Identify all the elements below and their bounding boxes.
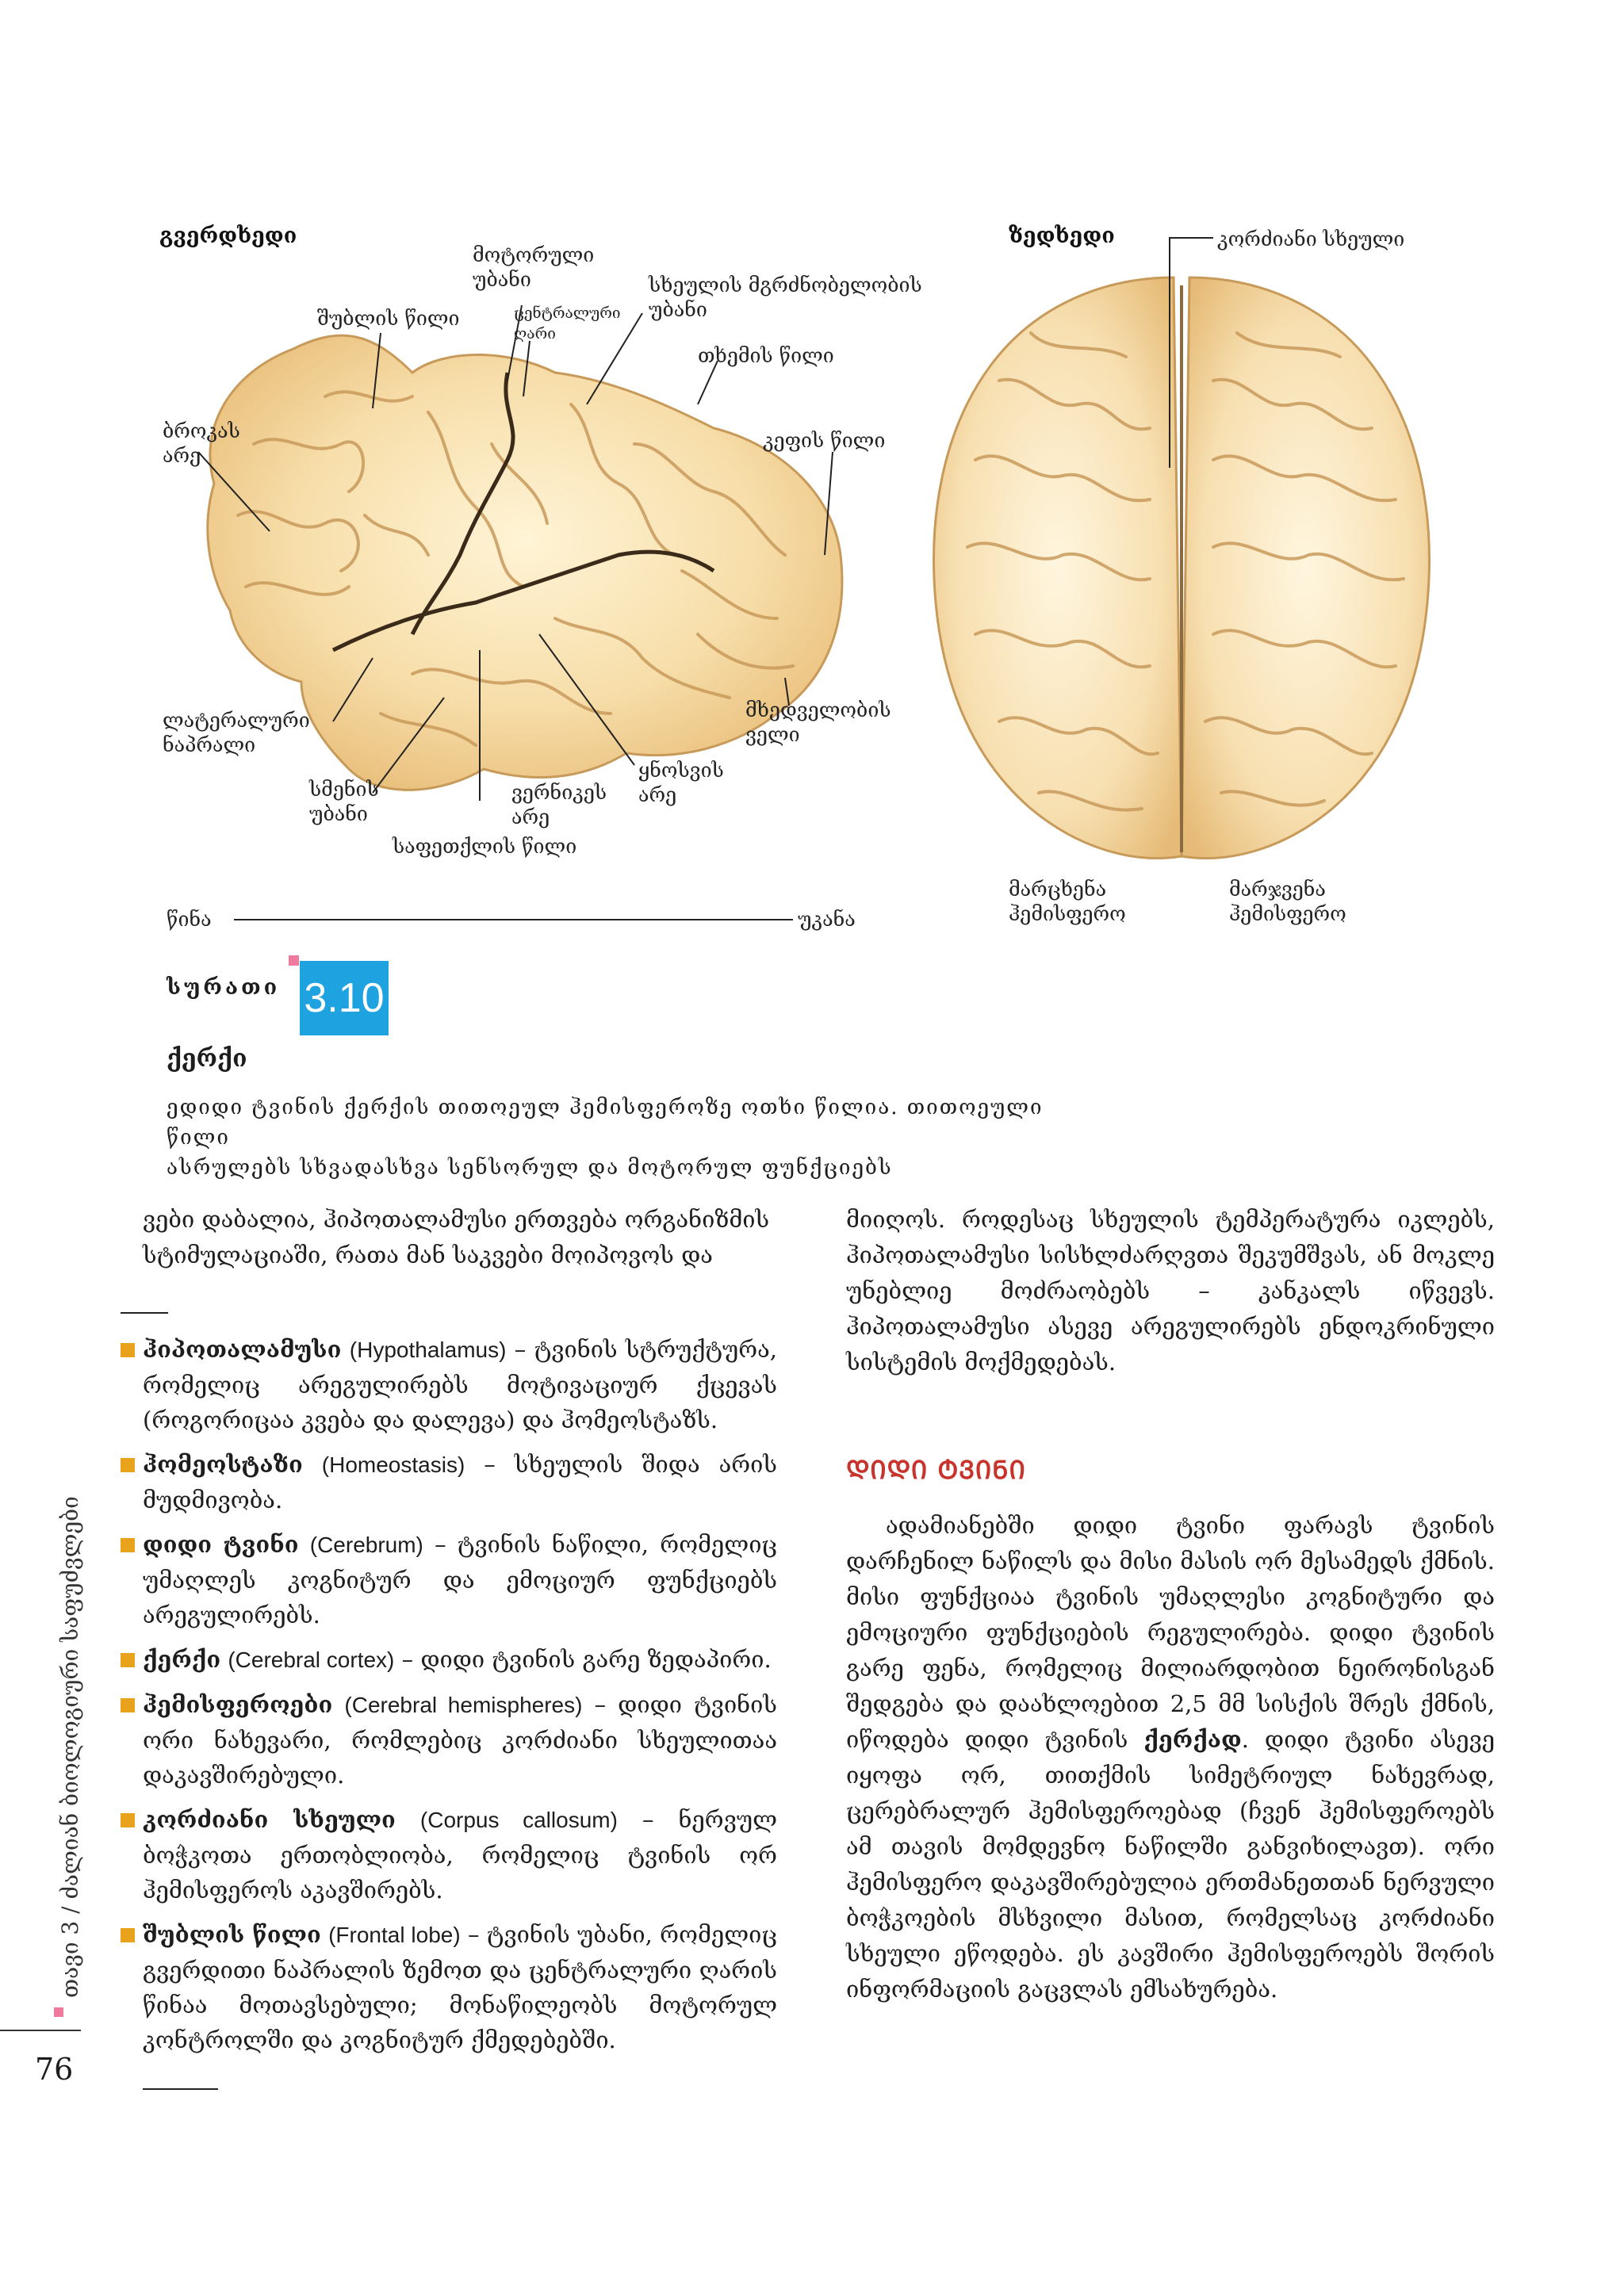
glossary-term: ჰომეოსტაზი <box>143 1451 303 1478</box>
label-front: წინა <box>167 908 212 931</box>
glossary-term: ქერქი <box>143 1646 221 1673</box>
bullet-square <box>121 1458 135 1472</box>
glossary-term: კორძიანი სხეული <box>143 1806 396 1833</box>
label-right-hemisphere: მარჯვენა ჰემისფერო <box>1229 878 1346 925</box>
left-column <box>143 1202 777 1273</box>
label-angular-gyrus: ყნოსვის არე <box>638 759 724 806</box>
glossary-def: – ტვინის ნაწილი, რომელიც უმაღლეს კოგნიტურ და ემოციურ ფუნქციებს არეგულირებს. <box>143 1531 778 1628</box>
glossary-def: – დიდი ტვინის გარე ზედაპირი. <box>401 1646 772 1673</box>
badge-accent <box>289 955 299 966</box>
glossary-item <box>143 1527 777 1632</box>
bullet-square <box>121 1928 135 1942</box>
label-motor-area: მოტორული უბანი <box>473 243 595 291</box>
bullet-square <box>121 1343 135 1357</box>
glossary-def: – დიდი ტვინის ორი ნახევარი, რომლებიც კორძიანი სხეულითაა დაკავშირებული. <box>143 1691 778 1789</box>
glossary-english: (Cerebral cortex) <box>228 1647 395 1672</box>
glossary-english: (Cerebral hemispheres) <box>344 1693 583 1717</box>
page-number: 76 <box>35 2052 74 2087</box>
glossary <box>143 1332 777 2057</box>
glossary-term: ჰიპოთალამუსი <box>143 1336 342 1363</box>
paragraph-text: ადამიანებში დიდი ტვინი ფარავს ტვინის დარჩენილ ნაწილს და მისი მასის ორ მესამედს ქმნის. მისი ფუნქციაა ტვინის უმაღლესი კოგნიტური და ემოციური ფუნქციების რეგულირება. დიდი ტვინის გარე ფენა, რომელიც მილიარდობით ნეირონისგან შედგება და დაახლოებით 2,5 მმ სისქის შრეს ქმნის, იწოდება დიდი ტვინის <box>846 1512 1495 1753</box>
section-title: ᲓᲘᲓᲘ ᲢᲕᲘᲜᲘ <box>846 1455 1026 1485</box>
label-occipital-lobe: კეფის წილი <box>763 429 886 452</box>
chapter-sidebar <box>48 1490 95 1998</box>
label-central-sulcus: ცენტრალური ღარი <box>514 304 621 342</box>
right-paragraph-2 <box>846 1508 1495 2007</box>
glossary-item <box>143 1687 777 1793</box>
glossary-term: დიდი ტვინი <box>143 1531 299 1558</box>
bullet-square <box>121 1813 135 1827</box>
glossary-english: (Frontal lobe) <box>328 1923 461 1947</box>
paragraph-bold-term: ქერქად <box>1143 1726 1242 1753</box>
glossary-def: – სხეულის შიდა არის მუდმივობა. <box>143 1451 778 1513</box>
caption-line-1: ედიდი ტვინის ქერქის თითოეულ ჰემისფეროზე ოთხი წილია. თითოეული წილი <box>167 1096 1044 1150</box>
top-brain-drawing <box>934 277 1430 859</box>
intro-line-1: ვები დაბალია, ჰიპოთალამუსი ერთვება ორგანიზმის <box>143 1206 770 1233</box>
label-temporal-lobe: საფეთქლის წილი <box>393 835 577 858</box>
label-left-hemisphere: მარცხენა ჰემისფერო <box>1009 878 1126 925</box>
glossary-english: (Homeostasis) <box>321 1452 465 1477</box>
label-parietal-lobe: თხემის წილი <box>698 344 834 367</box>
top-view-heading: ზედხედი <box>1009 224 1115 248</box>
glossary-def: – ტვინის სტრუქტურა, რომელიც არეგულირებს მოტივაციურ ქცევას (როგორიცაა კვება და დალევა) და ჰომეოსტაზს. <box>143 1336 778 1433</box>
label-back: უკანა <box>798 908 856 931</box>
glossary-def: – ტვინის უბანი, რომელიც გვერდითი ნაპრალის ზემოთ და ცენტრალური ღარის წინაა მოთავსებული; მონაწილეობს მოტორულ კონტროლში და კოგნიტურ ქმედებებში. <box>143 1921 777 2053</box>
caption-line-2: ასრულებს სხვადასხვა სენსორულ და მოტორულ ფუნქციებს <box>167 1156 893 1180</box>
right-paragraph-1: მიიღოს. როდესაც სხეულის ტემპერატურა იკლებს, ჰიპოთალამუსი სისხლძარღვთა შეკუმშვას, ან მოკლე უნებლიე მოძრაობებს – კანკალს იწვევს. ჰიპოთალამუსი ასევე არეგულირებს ენდოკრინული სისტემის მოქმედებას. <box>846 1206 1495 1376</box>
bullet-square <box>121 1653 135 1667</box>
figure-word: სურათი <box>167 975 281 1000</box>
glossary-item <box>143 1802 777 1908</box>
bullet-square <box>121 1538 135 1552</box>
glossary-item <box>143 1642 777 1678</box>
glossary-item <box>143 1332 777 1437</box>
paragraph-text: . დიდი ტვინი ასევე იყოფა ორ, თითქმის სიმეტრიულ ნახევრად, ცერებრალურ ჰემისფეროებად (ჩვენ ჰემისფეროებს ამ თავის მომდევნო ნაწილში განვიხილავთ). ორი ჰემისფერო დაკავშირებულია ერთმანეთთან ნერვული ბოჭკოების მსხვილი მასით, რომელსაც კორძიანი სხეული ეწოდება. ეს კავშირი ჰემისფეროებს შორის ინფორმაციის გაცვლას ემსახურება. <box>846 1726 1495 2003</box>
glossary-term: შუბლის წილი <box>143 1921 321 1948</box>
label-corpus-callosum: კორძიანი სხეული <box>1217 228 1405 251</box>
label-visual-area: მხედველობის ველი <box>745 698 891 746</box>
glossary-item <box>143 1447 777 1517</box>
glossary-english: (Corpus callosum) <box>419 1808 618 1832</box>
sidebar-accent <box>54 2007 63 2017</box>
bullet-square <box>121 1698 135 1712</box>
glossary-end-rule <box>143 2088 218 2090</box>
figure-number-badge: 3.10 <box>300 961 389 1035</box>
label-wernicke-area: ვერნიკეს არე <box>511 781 607 828</box>
label-broca-area: ბროკას არე <box>163 419 240 467</box>
glossary-rule <box>121 1312 168 1314</box>
label-auditory-area: სმენის უბანი <box>309 778 379 825</box>
brain-figure <box>0 0 1624 991</box>
lateral-view-heading: გვერდხედი <box>159 224 297 248</box>
figure-title: ქერქი <box>167 1045 247 1073</box>
intro-line-2: სტიმულაციაში, რათა მან საკვები მოიპოვოს და <box>143 1242 713 1269</box>
glossary-def: – ნერვულ ბოჭკოთა ერთობლიობა, რომელიც ტვინის ორ ჰემისფეროს აკავშირებს. <box>143 1806 778 1904</box>
figure-caption <box>167 1093 1102 1183</box>
label-frontal-lobe: შუბლის წილი <box>317 307 460 330</box>
glossary-item <box>143 1917 777 2057</box>
label-lateral-fissure: ლატერალური ნაპრალი <box>163 709 310 756</box>
glossary-english: (Cerebrum) <box>309 1533 423 1557</box>
glossary-english: (Hypothalamus) <box>349 1337 507 1362</box>
page-rule <box>0 2030 81 2031</box>
glossary-term: ჰემისფეროები <box>143 1691 333 1718</box>
chapter-title: თავი 3 / ძალიან ბიოლოგიური საფუძვლები <box>57 1496 83 1998</box>
label-somatosensory-area: სხეულის მგრძნობელობის უბანი <box>649 274 922 321</box>
